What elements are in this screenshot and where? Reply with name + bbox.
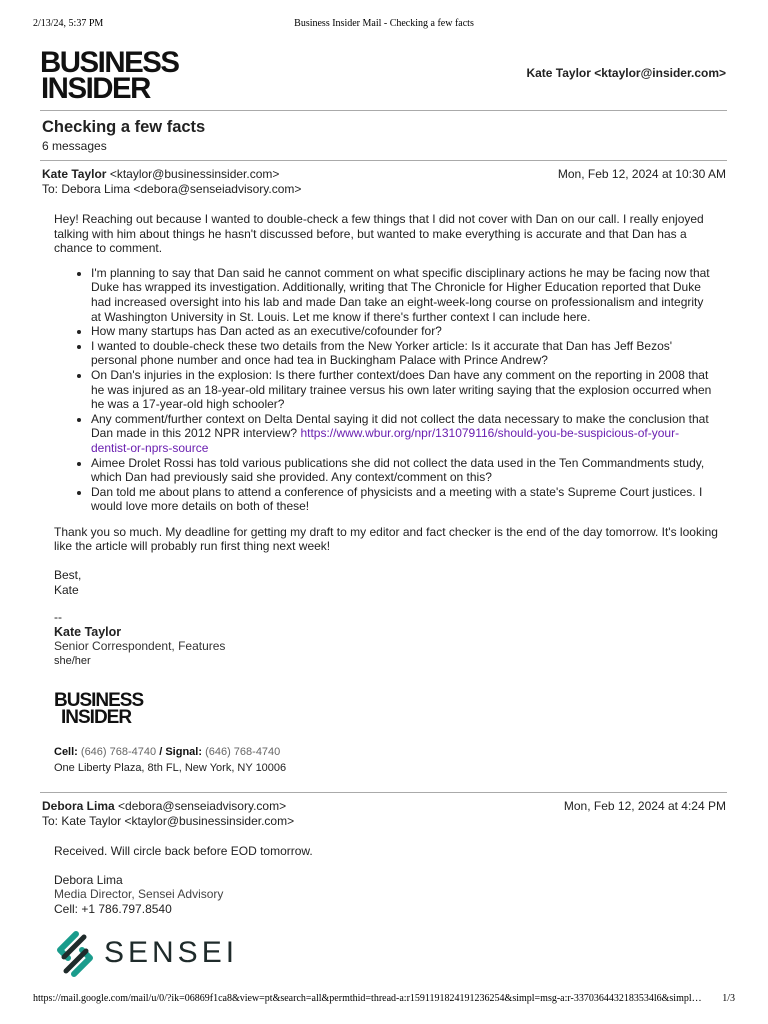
reply-text: Received. Will circle back before EOD tomorrow.	[54, 844, 313, 858]
message-date: Mon, Feb 12, 2024 at 4:24 PM	[563, 799, 726, 813]
sender-email: <debora@senseiadvisory.com>	[118, 799, 287, 813]
message-count: 6 messages	[42, 139, 107, 153]
print-title: Business Insider Mail - Checking a few facts	[294, 18, 474, 29]
cell-number[interactable]: (646) 768-4740	[80, 746, 157, 758]
sender-email: <ktaylor@businessinsider.com>	[109, 167, 280, 181]
page-number: 1/3	[722, 993, 735, 1004]
divider	[40, 110, 727, 111]
message-date: Mon, Feb 12, 2024 at 10:30 AM	[557, 167, 726, 181]
list-item: • Dan told me about plans to attend a conference of physicists and a meeting with a state's Supreme Court justices. I would love more details on both of these!	[91, 485, 724, 514]
signature-title: Senior Correspondent, Features	[54, 639, 226, 654]
npr-interview-link[interactable]: https://www.wbur.org/npr/131079116/should-you-be-suspicious-of-your-dentist-or-nprs-source	[91, 426, 680, 455]
office-address: One Liberty Plaza, 8th FL, New York, NY 10006	[54, 762, 287, 774]
sensei-logo	[54, 931, 254, 979]
list-item: • Aimee Drolet Rossi has told various publications she did not collect the data used in the Ten Commandments study, which Dan had previously said she provided. Any context/comment on this?	[91, 456, 724, 485]
sender-name: Debora Lima	[42, 799, 115, 813]
signature-name: Debora Lima	[54, 872, 123, 887]
list-item: • I wanted to double-check these two details from the New Yorker article: Is it accurate that Dan has Jeff Bezos' personal phone number and once had tea in Buckingham Palace with Prince Andrew?	[91, 339, 724, 368]
sensei-wordmark: SENSEI	[104, 936, 239, 969]
signature-separator: --	[54, 610, 62, 625]
sender-name: Kate Taylor	[42, 167, 107, 181]
business-insider-signature-logo: BUSINESS INSIDER	[54, 690, 144, 728]
divider	[40, 160, 727, 161]
sensei-mark-icon	[54, 931, 96, 977]
message-sender	[42, 799, 286, 813]
signature-contact: Cell: (646) 768-4740 / Signal: (646) 768-4740 One Liberty Plaza, 8th FL, New York, NY 10006	[54, 746, 287, 774]
question-list	[54, 266, 724, 514]
list-item: • How many startups has Dan acted as an executive/cofounder for?	[91, 324, 724, 339]
account-email: Kate Taylor <ktaylor@insider.com>	[526, 66, 726, 80]
message-recipient: To: Kate Taylor <ktaylor@businessinsider.com>	[42, 814, 295, 828]
signature-pronouns: she/her	[54, 655, 91, 668]
closing: Best,	[54, 568, 82, 583]
signature-title: Media Director, Sensei Advisory	[54, 887, 224, 902]
signature-cell: Cell: +1 786.797.8540	[54, 901, 172, 916]
message-recipient: To: Debora Lima <debora@senseiadvisory.com>	[42, 182, 302, 196]
signature-name: Kate Taylor	[54, 624, 122, 639]
message-sender	[42, 167, 279, 181]
intro-paragraph: Hey! Reaching out because I wanted to double-check a few things that I did not cover with Dan on our call. I really enjoyed talking with him about things he hasn't discussed before, but wanted to make everything is accurate and that Dan has a chance to comment.	[54, 212, 704, 256]
print-url: https://mail.google.com/mail/u/0/?ik=06869f1ca8&view=pt&search=all&permthid=thread-a:r1591191824191236254&simpl=msg-a:r-3370364432183534l6&simpl…	[33, 993, 702, 1004]
list-item: • Any comment/further context on Delta Dental saying it did not collect the data necessary to make the conclusion that Dan made in this 2012 NPR interview? https://www.wbur.org/npr/131079116/should-you-be-suspicious-of-your-dentist-or-nprs-source	[91, 412, 724, 456]
thread-subject: Checking a few facts	[42, 118, 206, 136]
message-body	[54, 212, 724, 669]
print-datetime: 2/13/24, 5:37 PM	[33, 18, 104, 29]
business-insider-logo: BUSINESS INSIDER	[40, 46, 179, 106]
signal-label: Signal:	[165, 746, 202, 758]
thanks-paragraph: Thank you so much. My deadline for getting my draft to my editor and fact checker is the end of the day tomorrow. It's looking like the article will probably run first thing next week!	[54, 524, 718, 554]
cell-label: Cell:	[54, 746, 78, 758]
list-item: • I'm planning to say that Dan said he cannot comment on what specific disciplinary actions he may be facing now that Duke has wrapped its investigation. Additionally, writing that The Chronicle for Higher Education reported that Duke had increased oversight into his lab and made Dan take an eight-week-long course on professionalism and integrity at Washington University in St. Louis. Let me know if there's further context I can include here.	[91, 266, 724, 324]
divider	[40, 792, 727, 793]
closing-name: Kate	[54, 582, 79, 597]
list-item: • On Dan's injuries in the explosion: Is there further context/does Dan have any comment on the reporting in 2008 that he was injured as an 18-year-old military trainee versus his own later writing saying that the explosion occurred when he was a 17-year-old high schooler?	[91, 368, 724, 412]
message-body	[54, 844, 313, 916]
signal-number[interactable]: (646) 768-4740	[205, 746, 281, 758]
